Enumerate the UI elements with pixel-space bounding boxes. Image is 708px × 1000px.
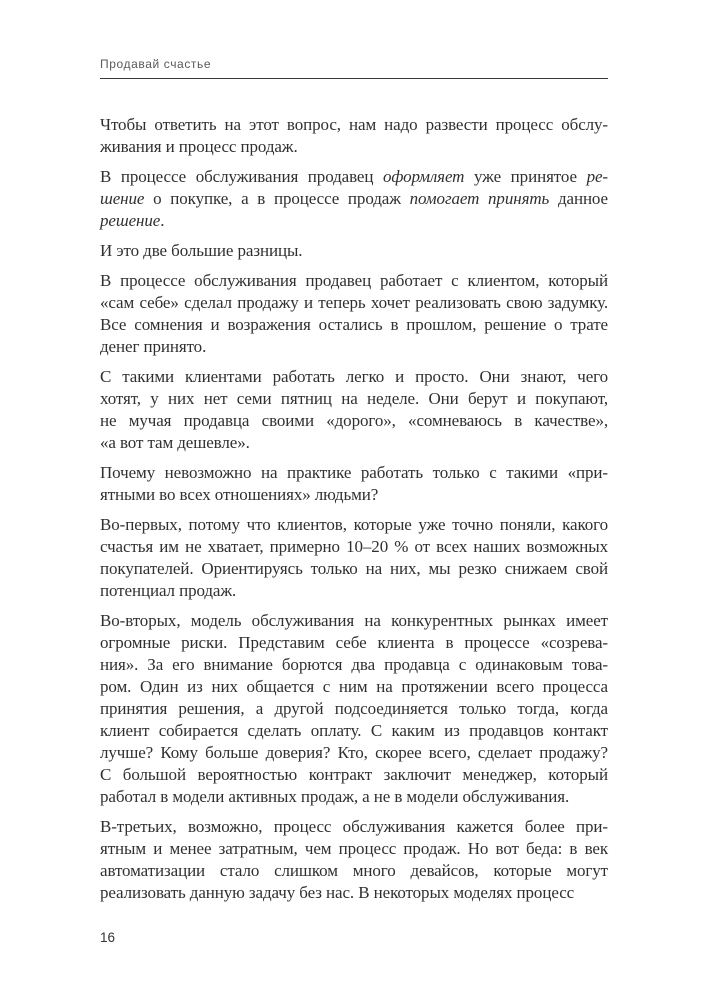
paragraph bbox=[100, 270, 608, 358]
paragraph bbox=[100, 816, 608, 904]
text-line: Во-вторых, модель обслуживания на конкурентных рынках имеет bbox=[100, 611, 608, 630]
text-line: С большой вероятностью контракт заключит менеджер, который bbox=[100, 765, 608, 784]
text-line: хотят, у них нет семи пятниц на неделе. Они берут и покупают, bbox=[100, 389, 608, 408]
paragraph bbox=[100, 114, 608, 158]
text-line: лучше? Кому больше доверия? Кто, скорее всего, сделает продажу? bbox=[100, 743, 608, 762]
text-line: ятными во всех отношениях» людьми? bbox=[100, 485, 379, 504]
text-line: счастья им не хватает, примерно 10–20 % от всех наших возможных bbox=[100, 537, 608, 556]
text-line: потенциал продаж. bbox=[100, 581, 237, 600]
paragraph bbox=[100, 240, 608, 262]
text-line: В процессе обслуживания продавец работает с клиентом, который bbox=[100, 271, 608, 290]
text-line: В-третьих, возможно, процесс обслуживания кажется более при- bbox=[100, 817, 608, 836]
text-line: решение. bbox=[100, 211, 165, 230]
paragraph bbox=[100, 610, 608, 808]
paragraph bbox=[100, 462, 608, 506]
running-head: Продавай счастье bbox=[100, 57, 212, 71]
text-line: огромные риски. Представим себе клиента в процессе «созрева- bbox=[100, 633, 608, 652]
text-line: клиент собирается сделать оплату. С каким из продавцов контакт bbox=[100, 721, 608, 740]
header-rule bbox=[100, 78, 608, 79]
text-line: денег принято. bbox=[100, 337, 207, 356]
paragraph bbox=[100, 166, 608, 232]
text-line: покупателей. Ориентируясь только на них, мы резко снижаем свой bbox=[100, 559, 608, 578]
text-line: работал в модели активных продаж, а не в модели обслуживания. bbox=[100, 787, 570, 806]
paragraph bbox=[100, 366, 608, 454]
text-line: И это две большие разницы. bbox=[100, 241, 303, 260]
text-line: «а вот там дешевле». bbox=[100, 433, 250, 452]
text-line: ния». За его внимание борются два продавца с одинаковым това- bbox=[100, 655, 608, 674]
text-line: Почему невозможно на практике работать только с такими «при- bbox=[100, 463, 608, 482]
text-line: Все сомнения и возражения остались в прошлом, решение о трате bbox=[100, 315, 608, 334]
text-line: принятия решения, а другой подсоединяется только тогда, когда bbox=[100, 699, 608, 718]
text-line: ятным и менее затратным, чем процесс продаж. Но вот беда: в век bbox=[100, 839, 608, 858]
text-line: Во-первых, потому что клиентов, которые уже точно поняли, какого bbox=[100, 515, 608, 534]
text-line: С такими клиентами работать легко и просто. Они знают, чего bbox=[100, 367, 608, 386]
text-line: Чтобы ответить на этот вопрос, нам надо развести процесс обслу- bbox=[100, 115, 608, 134]
text-line: реализовать данную задачу без нас. В некоторых моделях процесс bbox=[100, 883, 575, 902]
page-number: 16 bbox=[100, 930, 116, 945]
text-line: живания и процесс продаж. bbox=[100, 137, 298, 156]
paragraph bbox=[100, 514, 608, 602]
text-line: В процессе обслуживания продавец оформляет уже принятое ре- bbox=[100, 167, 608, 186]
text-line: шение о покупке, а в процессе продаж помогает принять данное bbox=[100, 189, 608, 208]
text-line: ром. Один из них общается с ним на протяжении всего процесса bbox=[100, 677, 608, 696]
text-line: «сам себе» сделал продажу и теперь хочет реализовать свою задумку. bbox=[100, 293, 608, 312]
body-text bbox=[100, 114, 608, 912]
text-line: автоматизации стало слишком много девайсов, которые могут bbox=[100, 861, 608, 880]
text-line: не мучая продавца своими «дорого», «сомневаюсь в качестве», bbox=[100, 411, 608, 430]
